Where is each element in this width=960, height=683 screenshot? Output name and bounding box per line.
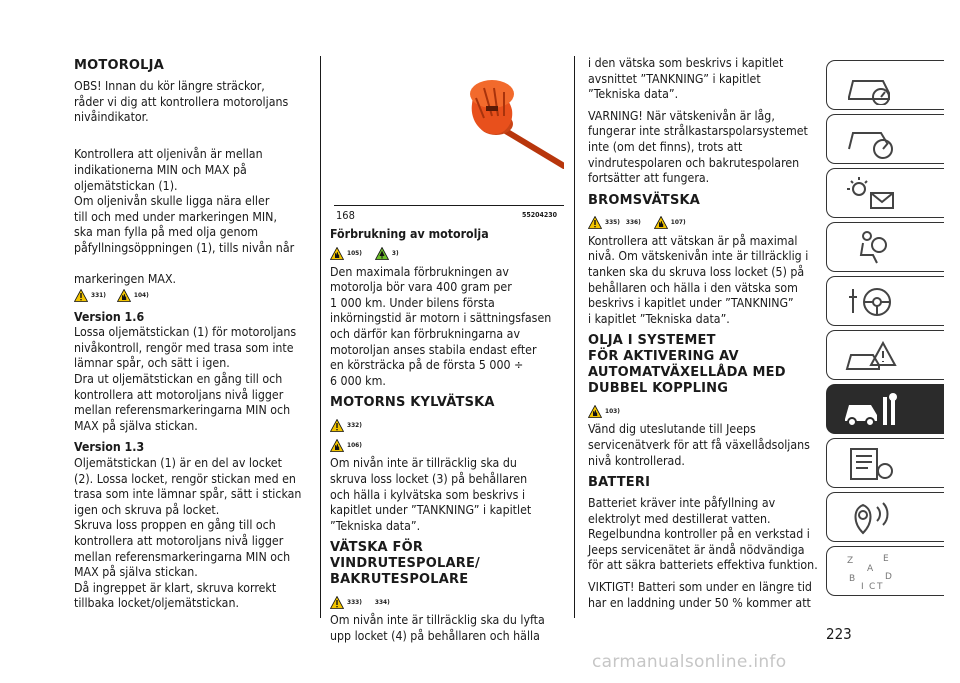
ref-number: 336) — [625, 217, 641, 226]
car-warning-icon — [843, 337, 899, 375]
index-letter: D — [885, 572, 892, 582]
index-letter: T — [877, 582, 883, 591]
warning-refs-washer — [330, 593, 562, 611]
environment-icon — [375, 247, 389, 260]
warning-ref-gearbox — [588, 402, 820, 420]
warning-ref-coolant-1 — [330, 416, 562, 434]
hand-caution-icon — [588, 405, 602, 418]
warning-refs-brake — [588, 214, 820, 232]
warning-ref-coolant-2 — [330, 436, 562, 454]
ref-number: 331) — [91, 290, 106, 299]
lights-envelope-icon — [843, 175, 899, 213]
tab-lights[interactable] — [826, 168, 944, 218]
ref-number: 106) — [347, 440, 362, 449]
hand-caution-icon — [654, 216, 668, 229]
steering-wheel-icon — [843, 283, 899, 321]
tab-instruments[interactable] — [826, 114, 944, 164]
index-letter: B — [849, 574, 856, 584]
warning-triangle-icon — [330, 419, 344, 432]
consumption-title: Förbrukning av motorolja — [330, 227, 489, 241]
figure-number: 168 — [336, 209, 355, 222]
index-letter: I — [861, 582, 864, 591]
tab-maintenance[interactable] — [826, 384, 944, 434]
version-1-3-text: Oljemätstickan (1) är en del av locket (2). Lossa locket, rengör stickan med en trasa som inte lämnar spår, sätt i stickan igen och skruva på locket. Skruva loss proppen en gång till och kontrollera att motoroljans nivå ligger mellan referensmarkeringarna MIN och MAX på själva stickan. Då ingreppet är klart, skruva korrekt tillbaka locket/oljemätstickan. — [74, 455, 302, 611]
dipstick-cap-marking — [486, 106, 498, 111]
gearbox-oil-text: Vänd dig uteslutande till Jeeps servicenätverk för att få växellådsoljans nivå kontrollerad. — [588, 422, 810, 468]
brake-fluid-heading: BROMSVÄTSKA — [588, 192, 701, 208]
washer-text-continued: i den vätska som beskrivs i kapitlet avsnittet ”TANKNING” i kapitlet ”Tekniska data”. — [588, 56, 784, 102]
ref-number: 3) — [391, 248, 399, 257]
gearbox-oil-heading: OLJA I SYSTEMET FÖR AKTIVERING AV AUTOMATVÄXELLÅDA MED DUBBEL KOPPLING — [588, 333, 786, 397]
tab-safety[interactable] — [826, 222, 944, 272]
battery-heading: BATTERI — [588, 475, 651, 491]
ref-number: 332) — [347, 420, 362, 429]
index-letter: Z — [847, 556, 854, 566]
tab-technical-data[interactable] — [826, 438, 944, 488]
version-1-6-title: Version 1.6 — [74, 309, 145, 324]
hand-caution-icon — [330, 247, 344, 260]
battery-warning-text: VIKTIGT! Batteri som under en längre tid har en laddning under 50 % kommer att — [588, 580, 812, 610]
page-number: 223 — [826, 625, 852, 643]
motor-oil-check-text — [74, 132, 306, 257]
figure-rule — [334, 205, 564, 206]
washer-warning-text: VARNING! När vätskenivån är låg, fungerar inte strålkastarspolarsystemet inte (om det finns), trots att vindrutespolaren och bakrutespolaren fortsätter att fungera. — [588, 108, 808, 186]
dipstick-cap-top — [470, 80, 514, 108]
column-middle — [330, 225, 562, 651]
alphabet-index-icon — [843, 553, 899, 591]
motor-oil-intro: OBS! Innan du kör längre sträckor, råder vi dig att kontrollera motoroljans nivåindikator. — [74, 79, 289, 125]
tab-driving[interactable] — [826, 276, 944, 326]
motor-oil-check-end — [74, 257, 306, 304]
column-divider — [574, 56, 575, 618]
version-1-3-title: Version 1.3 — [74, 440, 145, 455]
motor-oil-check-max: markeringen MAX. — [74, 272, 177, 287]
multimedia-icon — [843, 499, 899, 537]
warning-refs-consumption — [330, 245, 562, 263]
index-letter: C — [869, 582, 876, 591]
washer-text: Om nivån inte är tillräcklig ska du lyfta upp locket (4) på behållaren och hälla — [330, 613, 545, 643]
ref-number: 103) — [605, 406, 620, 415]
hand-caution-icon — [117, 289, 131, 302]
battery-text: Batteriet kräver inte påfyllning av elektrolyt med destillerat vatten. Regelbundna kontroller på en verkstad i Jeeps servicenätet är ändå nödvändiga för att säkra batteriets effektiva funktion. — [588, 496, 818, 573]
tab-emergency[interactable] — [826, 330, 944, 380]
coolant-text: Om nivån inte är tillräcklig ska du skruva loss locket (3) på behållaren och hälla i kylvätska som beskrivs i kapitlet under ”TANKNING” i kapitlet ”Tekniska data”. — [330, 456, 532, 533]
ref-number: 105) — [347, 248, 362, 257]
index-letter: A — [867, 564, 874, 574]
hand-caution-icon — [330, 439, 344, 452]
consumption-text: Den maximala förbrukningen av motorolja bör vara 400 gram per 1 000 km. Under bilens första inkörningstid är motorn i sättningsfasen och därför kan förbrukningarna av motoroljan anses stabila endast efter en körsträcka på de första 5 000 ÷ 6 000 km. — [330, 264, 552, 388]
motor-oil-heading: MOTOROLJA — [74, 58, 164, 73]
car-speedometer-icon — [843, 121, 899, 159]
column-divider — [320, 56, 321, 618]
brake-fluid-text: Kontrollera att vätskan är på maximal nivå. Om vätskenivån inte är tillräcklig i tanken ska du skruva loss locket (5) på behållaren och hälla i den vätska som beskrivs i kapitlet under ”TANKNING” i kapitlet ”Tekniska data”. — [588, 233, 809, 326]
warning-triangle-icon — [588, 216, 602, 229]
washer-heading: VÄTSKA FÖR VINDRUTESPOLARE/ BAKRUTESPOLARE — [330, 540, 481, 588]
warning-refs-motor-oil — [74, 288, 157, 304]
technical-data-icon — [843, 445, 899, 483]
car-wrench-icon — [843, 391, 899, 429]
warning-triangle-icon — [74, 289, 88, 302]
column-right — [588, 56, 820, 617]
coolant-heading: MOTORNS KYLVÄTSKA — [330, 395, 495, 411]
car-dashboard-icon — [843, 67, 899, 105]
tab-dashboard[interactable] — [826, 60, 944, 110]
index-letter: E — [883, 554, 889, 564]
dipstick-rod — [504, 130, 564, 166]
ref-number: 334) — [374, 597, 390, 606]
figure-code: 55204230 — [522, 211, 558, 219]
watermark: carmanualsonline.info — [592, 652, 787, 672]
oil-dipstick-figure — [334, 58, 564, 204]
ref-number: 335) — [605, 217, 620, 226]
version-1-6-text: Lossa oljemätstickan (1) för motoroljans nivåkontroll, rengör med trasa som inte lämnar spår, och sätt i igen. Dra ut oljemätstickan en gång till och kontrollera att motoroljans nivå ligger mellan referensmarkeringarna MIN och MAX på själva stickan. — [74, 325, 297, 433]
airbag-seat-icon — [843, 229, 899, 267]
warning-triangle-icon — [330, 596, 344, 609]
column-left — [74, 56, 306, 618]
tab-index[interactable] — [826, 546, 944, 596]
ref-number: 333) — [347, 597, 362, 606]
ref-number: 107) — [670, 217, 686, 226]
motor-oil-check-body: Kontrollera att oljenivån är mellan indikationerna MIN och MAX på oljemätstickan (1). Om oljenivån skulle ligga nära eller till och med under markeringen MIN, ska man fylla på med olja genom påfyllningsöppningen (1), tills nivån når — [74, 147, 295, 255]
ref-number: 104) — [133, 290, 149, 299]
tab-multimedia[interactable] — [826, 492, 944, 542]
